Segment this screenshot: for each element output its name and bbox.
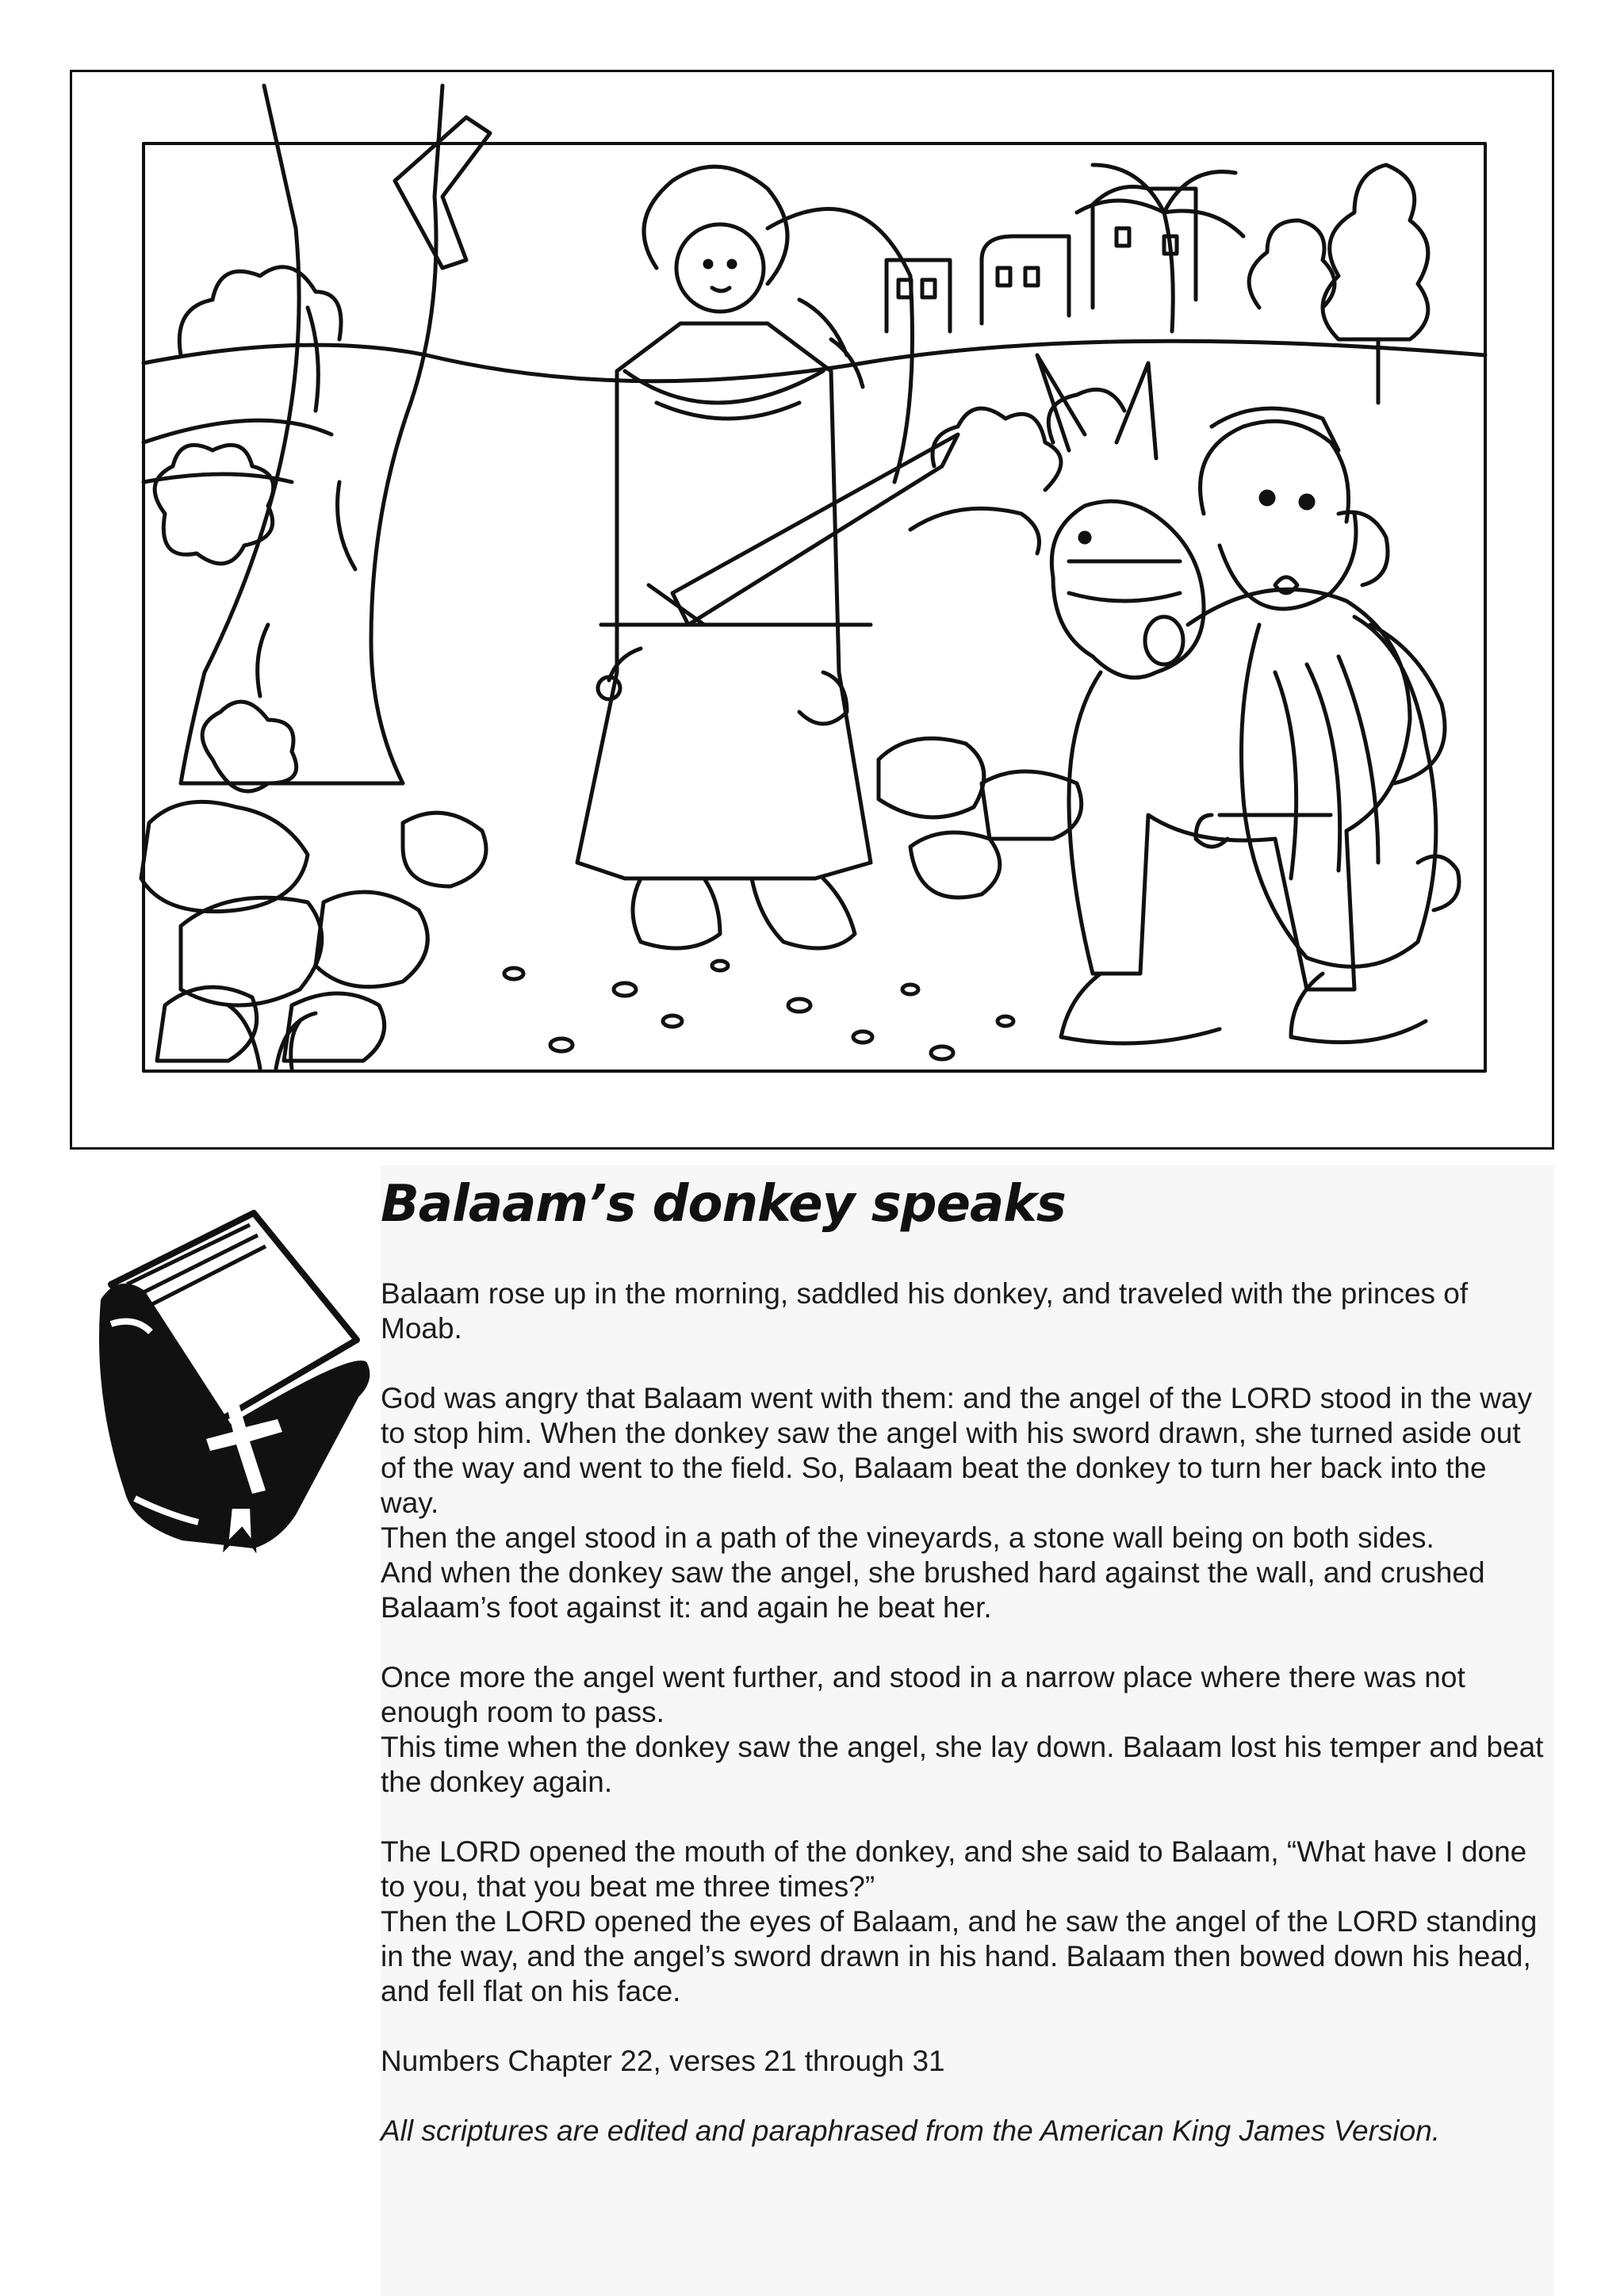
- paragraph-3: Then the angel stood in a path of the vineyards, a stone wall being on both sides.: [381, 1521, 1434, 1554]
- paragraph-4: And when the donkey saw the angel, she brushed hard against the wall, and crushed Balaam’s foot against it: and again he beat her.: [381, 1556, 1485, 1624]
- paragraph-5: Once more the angel went further, and stood in a narrow place where there was not enough room to pass.: [381, 1661, 1465, 1728]
- paragraph-1: Balaam rose up in the morning, saddled his donkey, and traveled with the princes of Moab.: [381, 1277, 1469, 1345]
- story-text: [381, 1276, 1546, 2149]
- paragraph-7: The LORD opened the mouth of the donkey, and she said to Balaam, “What have I done to you, that you beat me three times?”: [381, 1835, 1527, 1903]
- scripture-reference: Numbers Chapter 22, verses 21 through 31: [381, 2045, 945, 2077]
- translation-note: All scriptures are edited and paraphrased from the American King James Version.: [381, 2114, 1441, 2147]
- paragraph-2: God was angry that Balaam went with them: and the angel of the LORD stood in the way to stop him. When the donkey saw the angel with his sword drawn, she turned aside out of the way and went to the field. So, Balaam beat the donkey to turn her back into the way.: [381, 1382, 1533, 1519]
- story-title: Balaam’s donkey speaks: [381, 1175, 1066, 1234]
- paragraph-6: This time when the donkey saw the angel, she lay down. Balaam lost his temper and beat the donkey again.: [381, 1731, 1544, 1798]
- coloring-illustration: [70, 70, 1554, 1150]
- paragraph-8: Then the LORD opened the eyes of Balaam, and he saw the angel of the LORD standing in the way, and the angel’s sword drawn in his hand. Balaam then bowed down his head, and fell flat on his face.: [381, 1905, 1538, 2007]
- bible-icon: [87, 1189, 373, 1554]
